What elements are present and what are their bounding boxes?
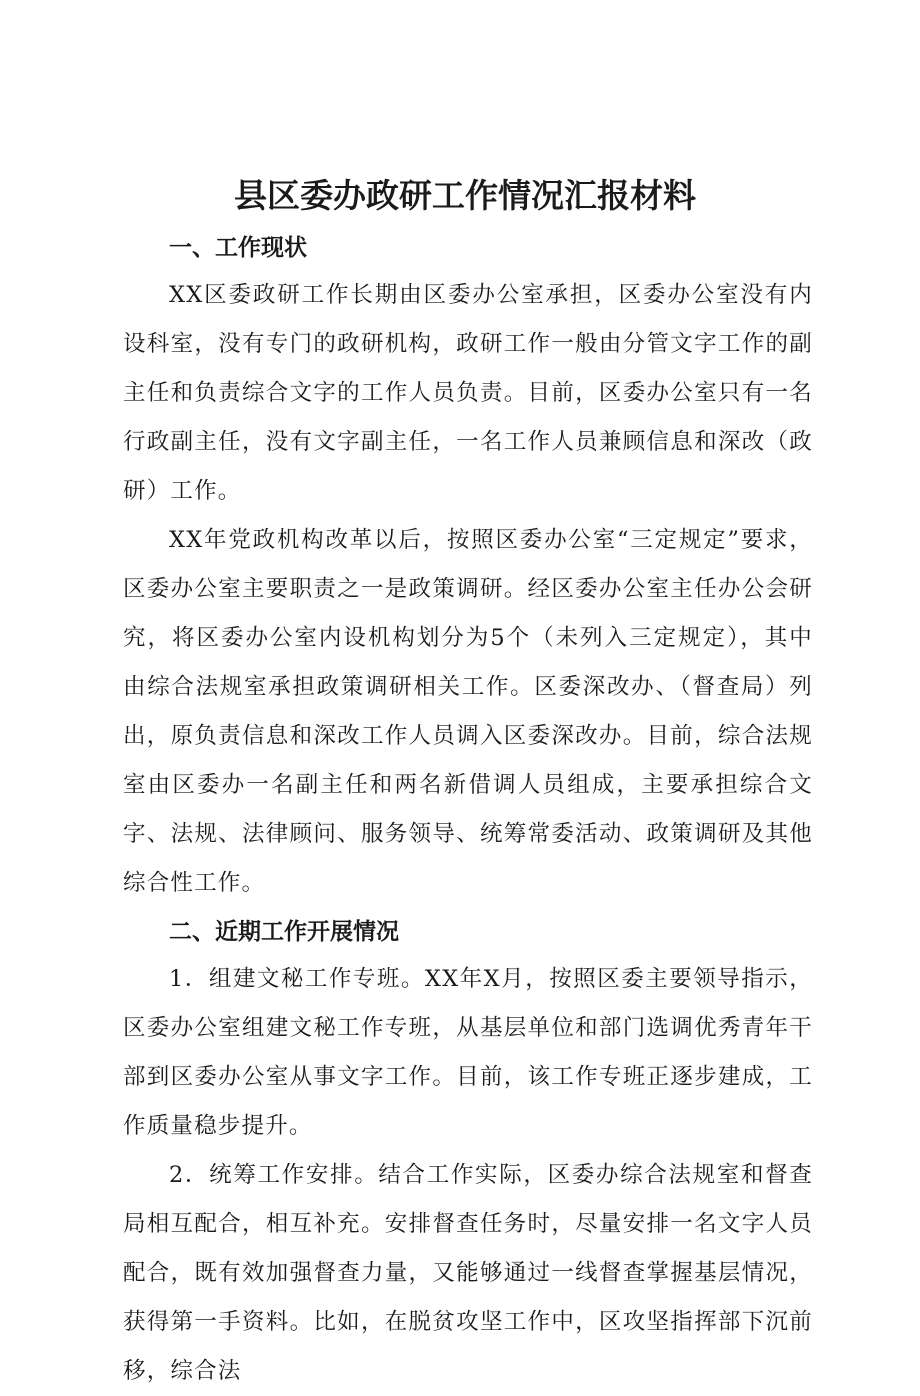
- paragraph: XX区委政研工作长期由区委办公室承担，区委办公室没有内设科室，没有专门的政研机构，政研工作一般由分管文字工作的副主任和负责综合文字的工作人员负责。目前，区委办公室只有一名行政副主任，没有文字副主任，一名工作人员兼顾信息和深改（政研）工作。: [123, 282, 813, 504]
- section-current-status: [123, 226, 813, 908]
- document-title: 县区委办政研工作情况汇报材料: [234, 176, 696, 215]
- paragraph: 1．组建文秘工作专班。XX年X月，按照区委主要领导指示，区委办公室组建文秘工作专班，从基层单位和部门选调优秀青年干部到区委办公室从事文字工作。目前，该工作专班正逐步建成，工作质量稳步提升。: [123, 966, 813, 1139]
- section-heading: 二、近期工作开展情况: [169, 919, 399, 945]
- paragraph: XX年党政机构改革以后，按照区委办公室“三定规定”要求，区委办公室主要职责之一是政策调研。经区委办公室主任办公会研究，将区委办公室内设机构划分为5个（未列入三定规定），其中由综合法规室承担政策调研相关工作。区委深改办、（督查局）列出，原负责信息和深改工作人员调入区委深改办。目前，综合法规室由区委办一名副主任和两名新借调人员组成，主要承担综合文字、法规、法律顾问、服务领导、统筹常委活动、政策调研及其他综合性工作。: [123, 527, 813, 896]
- paragraph: 2．统筹工作安排。结合工作实际，区委办综合法规室和督查局相互配合，相互补充。安排督查任务时，尽量安排一名文字人员配合，既有效加强督查力量，又能够通过一线督查掌握基层情况，获得第一手资料。比如，在脱贫攻坚工作中，区攻坚指挥部下沉前移，综合法: [123, 1162, 813, 1384]
- section-heading: 一、工作现状: [169, 235, 307, 261]
- section-recent-work: [123, 910, 813, 1396]
- document-body: [123, 226, 813, 1396]
